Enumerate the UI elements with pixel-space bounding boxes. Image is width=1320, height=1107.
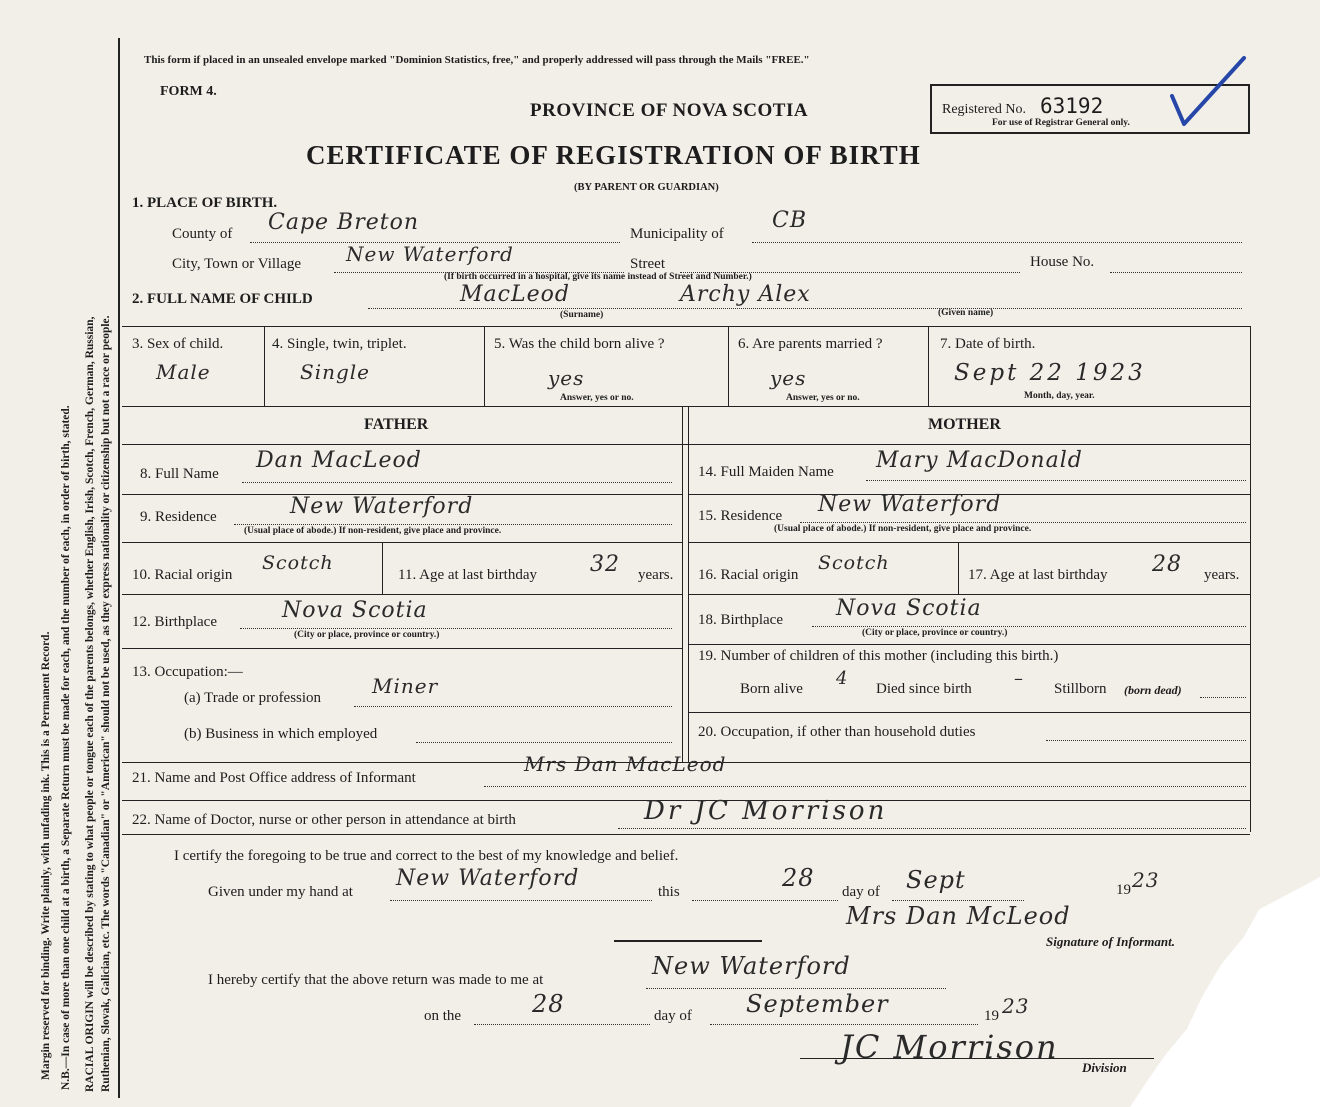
- father-business-label: (b) Business in which employed: [184, 726, 378, 742]
- child-name-label: 2. FULL NAME OF CHILD: [132, 291, 313, 307]
- mother-occupation-label: 20. Occupation, if other than household duties: [698, 724, 976, 740]
- died-since-birth-value: –: [1014, 668, 1024, 689]
- certify-month-line: [892, 900, 1024, 901]
- father-residence-value: New Waterford: [290, 494, 474, 519]
- certify-statement: I certify the foregoing to be true and correct to the best of my knowledge and belief.: [174, 848, 679, 864]
- form-number: FORM 4.: [160, 84, 217, 99]
- father-age-value: 32: [590, 552, 620, 577]
- father-row12-bottom: [122, 648, 682, 649]
- single-twin-label: 4. Single, twin, triplet.: [272, 336, 407, 352]
- county-label: County of: [172, 226, 233, 242]
- hospital-note: (If birth occurred in a hospital, give its name instead of Street and Number.): [444, 272, 752, 282]
- place-of-birth-label: 1. PLACE OF BIRTH.: [132, 195, 278, 211]
- certificate-title: CERTIFICATE OF REGISTRATION OF BIRTH: [306, 140, 921, 170]
- single-twin-value: Single: [300, 360, 371, 384]
- informant-signature-caption: Signature of Informant.: [1046, 934, 1175, 949]
- stillborn-label: Stillborn: [1054, 681, 1107, 697]
- registrar-place-value: New Waterford: [652, 952, 851, 980]
- mother-residence-line: [800, 522, 1246, 523]
- child-given-value: Archy Alex: [680, 282, 811, 307]
- informant-signature: Mrs Dan McLeod: [846, 902, 1071, 930]
- registrar-signature: JC Morrison: [840, 1028, 1059, 1066]
- mother-row15-bottom: [688, 542, 1250, 543]
- parents-married-caption: Answer, yes or no.: [786, 393, 860, 403]
- registrar-note: For use of Registrar General only.: [992, 118, 1130, 128]
- given-place-value: New Waterford: [396, 866, 580, 891]
- registrar-signature-line: [800, 1058, 1154, 1059]
- father-name-value: Dan MacLeod: [256, 448, 422, 473]
- street-label: Street: [630, 256, 665, 272]
- doctor-bottom: [122, 834, 1250, 835]
- sex-label: 3. Sex of child.: [132, 336, 224, 352]
- father-age-label: 11. Age at last birthday: [398, 567, 537, 583]
- mother-age-label: 17. Age at last birthday: [968, 567, 1108, 583]
- father-trade-label: (a) Trade or profession: [184, 690, 322, 706]
- sex-value: Male: [156, 360, 211, 384]
- informant-line: [484, 786, 1246, 787]
- doctor-label: 22. Name of Doctor, nurse or other person in attendance at birth: [132, 812, 516, 828]
- born-alive-value: yes: [548, 366, 585, 390]
- row3-bottom-border: [122, 406, 1250, 407]
- certify-day-line: [692, 900, 838, 901]
- margin-racial-origin-1: RACIAL ORIGIN will be described by stating to what people or tongue each of the parents belongs, whether English, Irish, Scotch, French, German, Russian,: [84, 316, 96, 1092]
- mother-name-value: Mary MacDonald: [876, 448, 1083, 473]
- born-alive-count-value: 4: [836, 668, 849, 689]
- date-of-birth-caption: Month, day, year.: [1024, 391, 1095, 401]
- row3-div4: [928, 326, 929, 406]
- informant-label: 21. Name and Post Office address of Informant: [132, 770, 416, 786]
- row3-div2: [484, 326, 485, 406]
- mother-row19-bottom: [688, 712, 1250, 713]
- stillborn-line: [1200, 697, 1246, 698]
- certify-day-value: 28: [782, 864, 815, 892]
- mother-heading: MOTHER: [928, 416, 1001, 433]
- margin-binding-note: Margin reserved for binding. Write plainly, with unfading ink. This is a Permanent Record.: [40, 631, 52, 1080]
- registrar-place-line: [646, 988, 946, 989]
- parents-divider-a: [682, 406, 683, 762]
- mother-age-unit: years.: [1204, 567, 1240, 583]
- mother-name-line: [866, 480, 1246, 481]
- division-caption: Division: [1082, 1060, 1127, 1075]
- registrar-year-value: 23: [1002, 994, 1030, 1018]
- mail-notice: This form if placed in an unsealed envelope marked "Dominion Statistics, free," and properly addressed will pass through the Mails "FREE.": [144, 54, 810, 66]
- father-name-label: 8. Full Name: [140, 466, 219, 482]
- father-business-line: [416, 742, 672, 743]
- certify-separator: [614, 940, 762, 942]
- born-alive-caption: Answer, yes or no.: [560, 393, 634, 403]
- given-caption: (Given name): [938, 308, 994, 318]
- registered-label: Registered No.: [942, 102, 1026, 117]
- row3-div3: [728, 326, 729, 406]
- father-trade-value: Miner: [372, 674, 439, 698]
- father-residence-line: [234, 524, 672, 525]
- father-birthplace-caption: (City or place, province or country.): [294, 630, 440, 640]
- parents-married-value: yes: [770, 366, 807, 390]
- mother-birthplace-line: [812, 626, 1246, 627]
- house-line: [1110, 272, 1242, 273]
- father-residence-label: 9. Residence: [140, 509, 217, 525]
- mother-residence-label: 15. Residence: [698, 508, 783, 524]
- father-birthplace-label: 12. Birthplace: [132, 614, 217, 630]
- father-birthplace-value: Nova Scotia: [282, 598, 428, 623]
- mother-children-label: 19. Number of children of this mother (including this birth.): [698, 648, 1059, 664]
- mother-occupation-line: [1046, 740, 1246, 741]
- mother-race-label: 16. Racial origin: [698, 567, 799, 583]
- father-race-label: 10. Racial origin: [132, 567, 233, 583]
- mother-birthplace-value: Nova Scotia: [836, 596, 982, 621]
- mother-row16-bottom: [688, 594, 1250, 595]
- given-place-line: [390, 900, 652, 901]
- registrar-day-line: [474, 1024, 650, 1025]
- registrar-statement: I hereby certify that the above return was made to me at: [208, 972, 544, 988]
- child-surname-value: MacLeod: [460, 282, 570, 307]
- mother-row18-bottom: [688, 644, 1250, 645]
- mother-residence-value: New Waterford: [818, 492, 1002, 517]
- city-label: City, Town or Village: [172, 256, 302, 272]
- check-mark-icon: [1160, 52, 1250, 132]
- registered-number: 63192: [1040, 94, 1104, 118]
- margin-nb-note: N.B.—In case of more than one child at a birth, a Separate Return must be made for each, and the number of each, in order of birth, stated.: [60, 405, 72, 1090]
- municipality-label: Municipality of: [630, 226, 724, 242]
- registrar-day-of-label: day of: [654, 1008, 692, 1024]
- father-race-divider: [382, 542, 383, 594]
- father-trade-line: [354, 706, 672, 707]
- father-age-unit: years.: [638, 567, 674, 583]
- stillborn-note: (born dead): [1124, 683, 1182, 697]
- row3-top-border: [122, 326, 1250, 327]
- informant-value: Mrs Dan MacLeod: [524, 752, 727, 776]
- registrar-day-value: 28: [532, 990, 565, 1018]
- mother-birthplace-caption: (City or place, province or country.): [862, 628, 1008, 638]
- certify-year-value: 23: [1132, 868, 1160, 892]
- certify-year-prefix: 19: [1116, 882, 1131, 898]
- father-row10-bottom: [122, 594, 682, 595]
- certify-day-of-label: day of: [842, 884, 880, 900]
- municipality-value: CB: [772, 208, 807, 233]
- province-title: PROVINCE OF NOVA SCOTIA: [530, 100, 809, 121]
- certificate-subtitle: (BY PARENT OR GUARDIAN): [574, 182, 719, 193]
- mother-age-value: 28: [1152, 552, 1182, 577]
- county-value: Cape Breton: [268, 210, 420, 235]
- margin-racial-origin-2: Ruthenian, Slovak, Galician, etc. The words "Canadian" or "American" should not be used, as they express nationality or citizenship but not a race or people.: [100, 315, 112, 1092]
- parents-married-label: 6. Are parents married ?: [738, 336, 883, 352]
- father-race-value: Scotch: [262, 552, 334, 574]
- mother-race-divider: [958, 542, 959, 594]
- father-residence-caption: (Usual place of abode.) If non-resident, give place and province.: [244, 526, 502, 536]
- father-birthplace-line: [240, 628, 672, 629]
- city-value: New Waterford: [346, 242, 514, 266]
- row3-div1: [264, 326, 265, 406]
- father-row9-bottom: [122, 542, 682, 543]
- date-of-birth-label: 7. Date of birth.: [940, 336, 1036, 352]
- father-heading: FATHER: [364, 416, 429, 433]
- registrar-year-prefix: 19: [984, 1008, 999, 1024]
- municipality-line: [752, 242, 1242, 243]
- date-of-birth-value: Sept 22 1923: [954, 360, 1146, 386]
- registrar-month-line: [710, 1024, 978, 1025]
- registrar-on-label: on the: [424, 1008, 462, 1024]
- registrar-month-value: September: [746, 990, 889, 1018]
- mother-race-value: Scotch: [818, 552, 890, 574]
- form-right-border: [1250, 326, 1251, 832]
- child-name-line: [368, 308, 1242, 309]
- doctor-line: [618, 828, 1246, 829]
- mother-birthplace-label: 18. Birthplace: [698, 612, 783, 628]
- doctor-value: Dr JC Morrison: [644, 796, 888, 826]
- born-alive-label: 5. Was the child born alive ?: [494, 336, 665, 352]
- form-left-border: [118, 38, 120, 1098]
- father-name-line: [242, 482, 672, 483]
- parents-heading-line: [122, 444, 1250, 445]
- mother-name-label: 14. Full Maiden Name: [698, 464, 834, 480]
- this-label: this: [658, 884, 680, 900]
- parents-divider-b: [688, 406, 689, 762]
- given-under-label: Given under my hand at: [208, 884, 353, 900]
- house-label: House No.: [1030, 254, 1095, 270]
- certify-month-value: Sept: [906, 866, 966, 894]
- died-since-birth-label: Died since birth: [876, 681, 972, 697]
- born-alive-count-label: Born alive: [740, 681, 803, 697]
- surname-caption: (Surname): [560, 310, 604, 320]
- mother-residence-caption: (Usual place of abode.) If non-resident, give place and province.: [774, 524, 1032, 534]
- father-occupation-label: 13. Occupation:—: [132, 664, 243, 680]
